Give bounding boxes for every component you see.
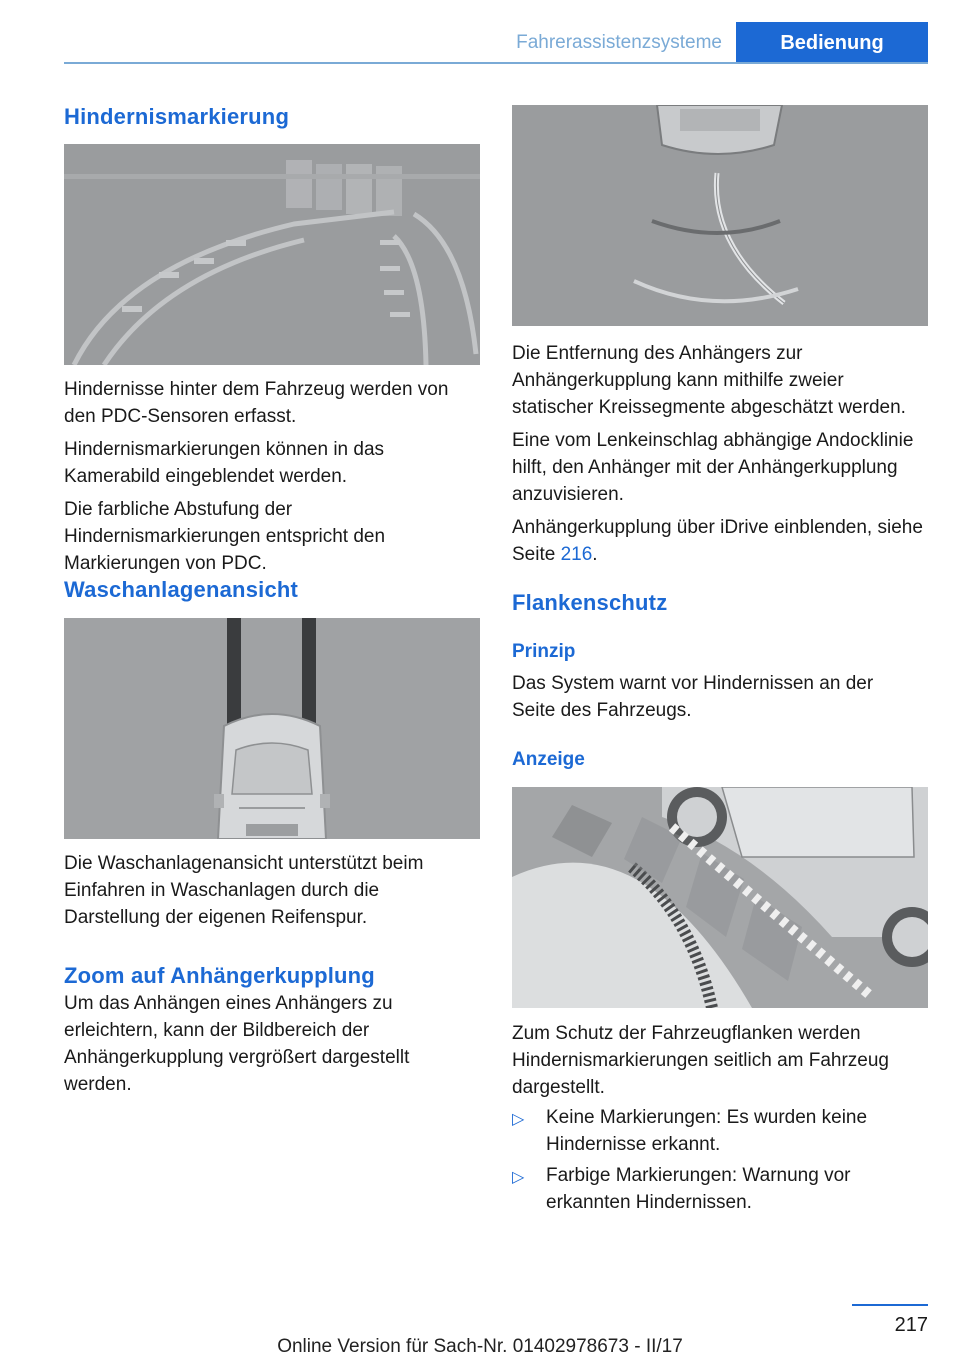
header-section-title: Fahrerassistenzsysteme <box>516 32 722 53</box>
paragraph-flank-markings: Zum Schutz der Fahrzeugflanken werden Hindernismarkierungen seitlich am Fahrzeug dargestellt. <box>512 1023 890 1098</box>
obstacle-markings-illustration <box>64 144 480 365</box>
header-tab-bedienung[interactable]: Bedienung <box>736 22 928 64</box>
page-number: 217 <box>894 1314 928 1336</box>
paragraph-docking-line: Eine vom Lenkeinschlag abhängige Andocklinie hilft, den Anhänger mit der Anhängerkupplung anzuvisieren. <box>512 430 914 505</box>
figure-obstacle-markings <box>64 144 480 365</box>
heading-flankenschutz: Flankenschutz <box>512 590 668 615</box>
bullet-text-no-markings: Keine Markierungen: Es wurden keine Hindernisse erkannt. <box>546 1107 868 1155</box>
trailer-hitch-illustration <box>512 105 928 326</box>
heading-prinzip: Prinzip <box>512 641 576 662</box>
figure-car-wash-view <box>64 618 480 839</box>
figure-flank-protection <box>512 787 928 1008</box>
figure-trailer-hitch <box>512 105 928 326</box>
paragraph-color-grading: Die farbliche Abstufung der Hindernismarkierungen entspricht den Markierungen von PDC. <box>64 499 386 574</box>
paragraph-idrive-hint <box>512 514 924 568</box>
list-item <box>512 1104 928 1158</box>
heading-zoom-anhaengerkupplung: Zoom auf Anhängerkupplung <box>64 963 375 988</box>
page-link-216[interactable]: 216 <box>560 544 593 565</box>
footer-online-version: Online Version für Sach-Nr. 01402978673 - II/17 <box>277 1336 683 1357</box>
car-wash-illustration <box>64 618 480 839</box>
triangle-bullet-icon: ▷ <box>512 1169 525 1186</box>
paragraph-car-wash: Die Waschanlagenansicht unterstützt beim Einfahren in Waschanlagen durch die Darstellung der eigenen Reifenspur. <box>64 853 424 928</box>
heading-hindernismarkierung: Hindernismarkierung <box>64 104 290 129</box>
page-number-rule <box>852 1304 928 1306</box>
paragraph-zoom: Um das Anhängen eines Anhängers zu erleichtern, kann der Bildbereich der Anhängerkupplung vergrößert dargestellt werden. <box>64 993 410 1095</box>
bullet-text-colored-markings: Farbige Markierungen: Warnung vor erkannten Hindernissen. <box>546 1165 851 1213</box>
heading-waschanlagenansicht: Waschanlagenansicht <box>64 577 299 602</box>
paragraph-trailer-distance: Die Entfernung des Anhängers zur Anhängerkupplung kann mithilfe zweier statischer Kreissegmente abgeschätzt werden. <box>512 343 906 418</box>
idrive-hint-end: . <box>592 544 598 565</box>
heading-anzeige: Anzeige <box>512 749 585 770</box>
list-item <box>512 1162 928 1216</box>
paragraph-camera-overlay: Hindernismarkierungen können in das Kamerabild eingeblendet werden. <box>64 439 385 487</box>
paragraph-prinzip: Das System warnt vor Hindernissen an der Seite des Fahrzeugs. <box>512 673 874 721</box>
flank-protection-illustration <box>512 787 928 1008</box>
idrive-hint-text: Anhängerkupplung über iDrive einblenden, siehe Seite <box>512 517 923 565</box>
header-rule <box>64 62 928 64</box>
triangle-bullet-icon: ▷ <box>512 1111 525 1128</box>
paragraph-pdc-sensors: Hindernisse hinter dem Fahrzeug werden von den PDC-Sensoren erfasst. <box>64 379 449 427</box>
